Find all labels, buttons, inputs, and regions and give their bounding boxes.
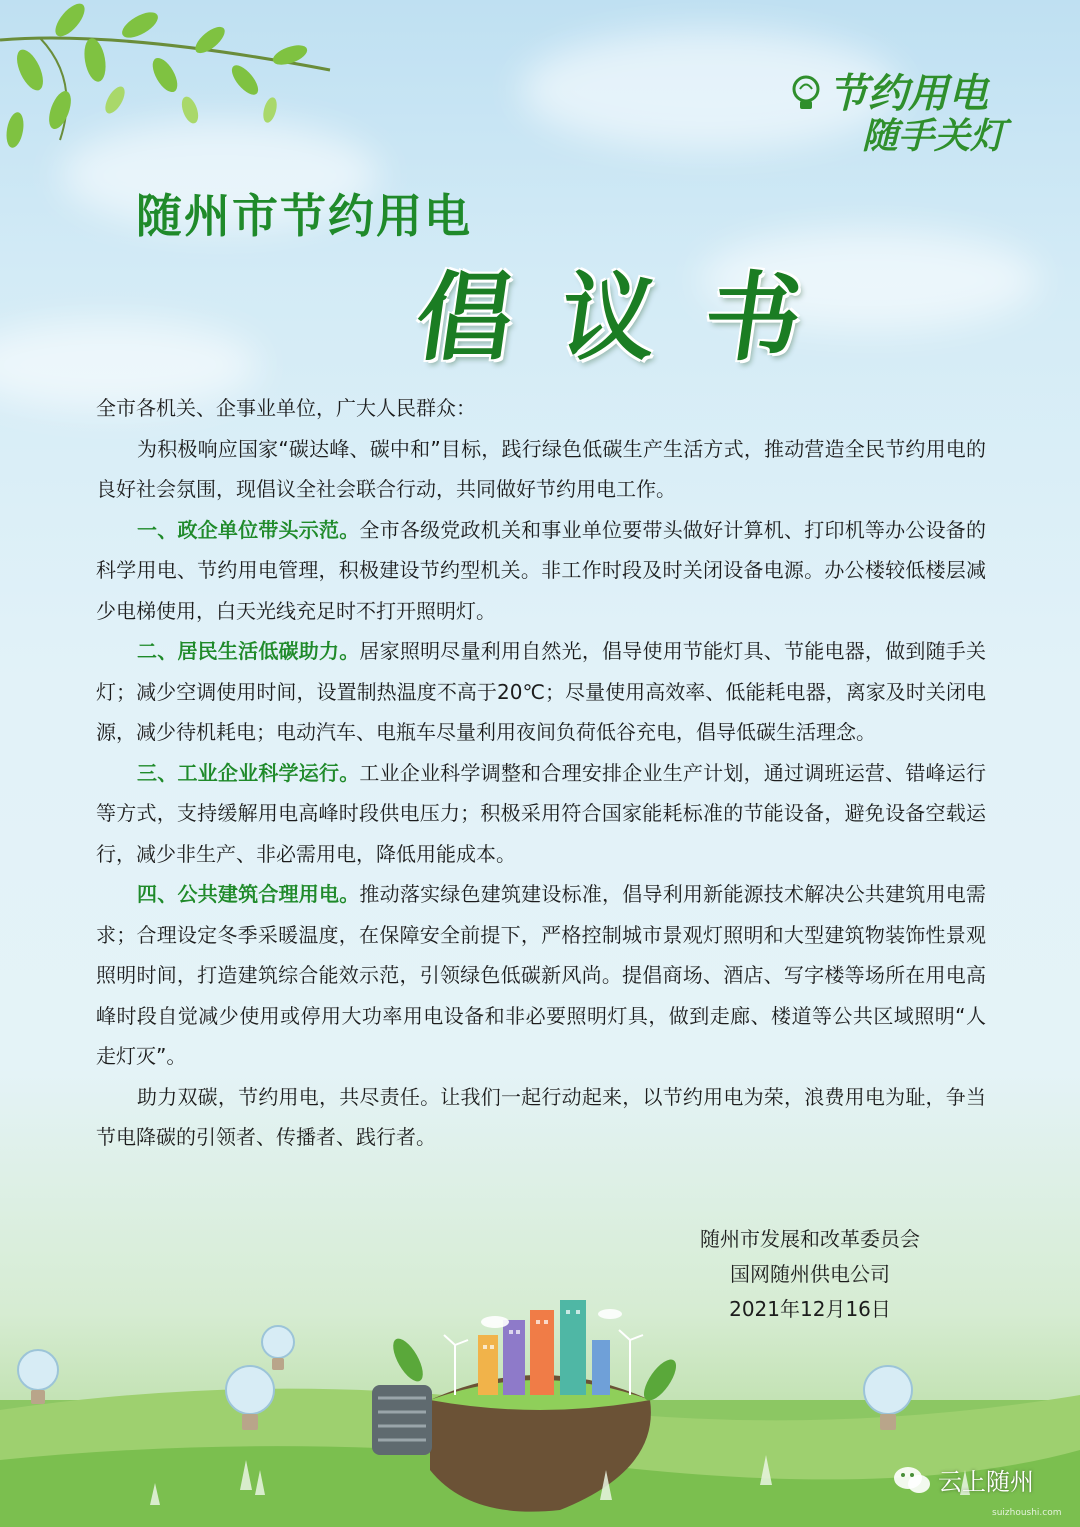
watermark <box>880 1450 1080 1527</box>
slogan-badge <box>790 60 1060 155</box>
closing-paragraph: 助力双碳，节约用电，共尽责任。让我们一起行动起来，以节约用电为荣，浪费用电为耻，争当节电降碳的引领者、传播者、践行者。 <box>96 1084 986 1149</box>
item-heading: 四、公共建筑合理用电。 <box>137 882 360 906</box>
signoff-date: 2021年12月16日 <box>729 1297 891 1321</box>
item-body: 居家照明尽量利用自然光，倡导使用节能灯具、节能电器，做到随手关灯；减少空调使用时间，设置制热温度不高于20℃；尽量使用高效率、低能耗电器，离家及时关闭电源，减少待机耗电；电动汽车、电瓶车尽量利用夜间负荷低谷充电，倡导低碳生活理念。 <box>96 639 987 744</box>
wechat-icon <box>892 1464 932 1496</box>
item-body: 全市各级党政机关和事业单位要带头做好计算机、打印机等办公设备的科学用电、节约用电管理，积极建设节约型机关。非工作时段及时关闭设备电源。办公楼较低楼层减少电梯使用，白天光线充足时不打开照明灯。 <box>96 517 987 623</box>
intro-paragraph: 为积极响应国家“碳达峰、碳中和”目标，践行绿色低碳生产生活方式，推动营造全民节约用电的良好社会氛围，现倡议全社会联合行动，共同做好节约用电工作。 <box>96 436 986 501</box>
item-paragraph <box>96 631 986 753</box>
signoff-org-2: 国网随州供电公司 <box>730 1262 890 1286</box>
signoff-org-1: 随州市发展和改革委员会 <box>700 1227 920 1251</box>
item-body: 推动落实绿色建筑建设标准，倡导利用新能源技术解决公共建筑用电需求；合理设定冬季采暖温度，在保障安全前提下，严格控制城市景观灯照明和大型建筑物装饰性景观照明时间，打造建筑综合能效示范，引领绿色低碳新风尚。提倡商场、酒店、写字楼等场所在用电高峰时段自觉减少使用或停用大功率用电设备和非必要照明灯具，做到走廊、楼道等公共区域照明“人走灯灭”。 <box>96 882 987 1068</box>
salutation: 全市各机关、企事业单位，广大人民群众： <box>96 396 476 420</box>
item-paragraph <box>96 874 986 1077</box>
item-paragraph <box>96 753 986 875</box>
letter-body <box>96 388 986 1158</box>
page-title: 随州市节约用电 <box>136 189 472 243</box>
item-heading: 三、工业企业科学运行。 <box>137 760 360 785</box>
page-subtitle: 倡议书 <box>409 261 857 374</box>
slogan-line-2: 随手关灯 <box>862 116 1007 157</box>
item-heading: 二、居民生活低碳助力。 <box>137 639 360 663</box>
watermark-text: 云上随州 <box>938 1468 1034 1496</box>
watermark-url: suizhoushi.com <box>992 1508 1062 1518</box>
slogan-line-1: 节约用电 <box>828 71 988 117</box>
item-heading: 一、政企单位带头示范。 <box>137 517 360 542</box>
item-body: 工业企业科学调整和合理安排企业生产计划，通过调班运营、错峰运行等方式，支持缓解用电高峰时段供电压力；积极采用符合国家能耗标准的节能设备，避免设备空载运行，减少非生产、非必需用电，降低用能成本。 <box>96 760 987 866</box>
leaves-decoration <box>0 0 340 160</box>
item-paragraph <box>96 510 986 632</box>
lightbulb-icon <box>790 74 826 114</box>
